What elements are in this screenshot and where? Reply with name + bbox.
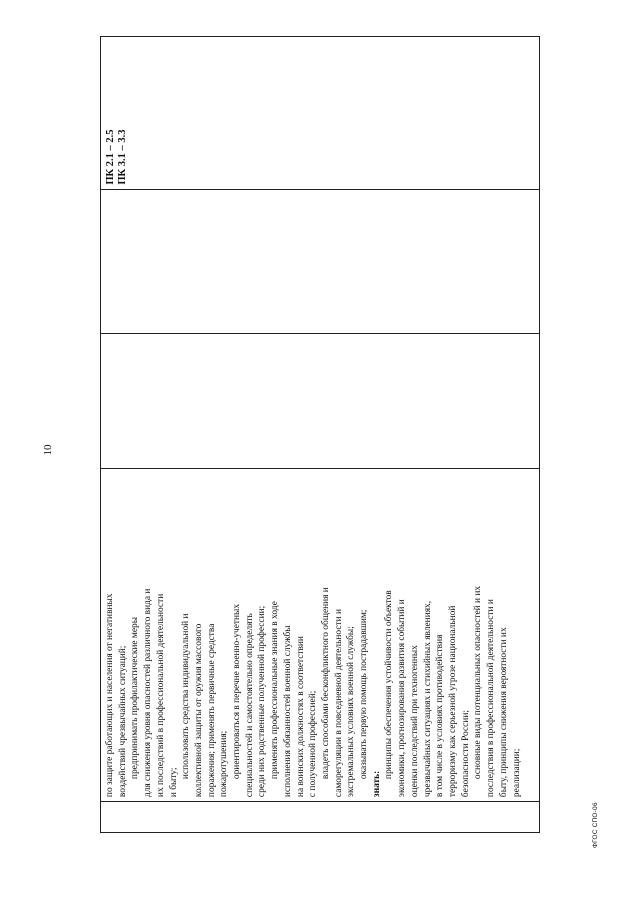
text-line: основные виды потенциальных опасностей и их — [473, 585, 484, 780]
text-line: саморегуляции в повседневной деятельности и — [333, 609, 344, 798]
table-col-index — [101, 801, 539, 832]
page-number: 10 — [42, 444, 54, 456]
text-line: специальностей и самостоятельно определять — [244, 613, 255, 798]
text-line: поражения; применять первичные средства — [206, 623, 217, 798]
text-line: последствия в профессиональной деятельности и — [486, 599, 497, 798]
text-line: и быту; — [168, 767, 179, 798]
table-col-competencies — [101, 37, 539, 189]
requirements-text — [104, 472, 523, 797]
text-line: терроризму как серьезной угрозе национальной — [447, 605, 458, 798]
text-line: среди них родственные полученной профессии; — [257, 605, 268, 798]
text-line: использовать средства индивидуальной и — [181, 613, 192, 780]
text-line: знать: — [371, 770, 382, 798]
competency-code: ПК 3.1 – 3.3 — [117, 129, 128, 185]
text-line: оказывать первую помощь пострадавшим; — [359, 609, 370, 780]
text-line: применять профессиональные знания в ходе — [270, 601, 281, 780]
text-line: чрезвычайных ситуациях и стихийных явлениях, — [422, 600, 433, 798]
text-line: на воинских должностях в соответствии — [295, 636, 306, 798]
text-line: экстремальных условиях военной службы; — [346, 626, 357, 798]
table-col-empty-2 — [101, 189, 539, 334]
text-line: ориентироваться в перечне военно-учетных — [232, 603, 243, 780]
text-line: реализации; — [511, 748, 522, 798]
text-line: быту, принципы снижения вероятности их — [498, 627, 509, 798]
text-line: безопасности России; — [460, 710, 471, 798]
table-col-requirements — [101, 468, 539, 801]
text-line: экономики, прогнозирования развития событий и — [397, 599, 408, 798]
text-line: предпринимать профилактические меры — [130, 617, 141, 780]
footer-label: ФГОС СПО-06 — [592, 802, 599, 848]
text-line: для снижения уровня опасностей различного вида и — [143, 588, 154, 798]
text-line: владеть способами бесконфликтного общения и — [320, 587, 331, 780]
standards-table — [100, 36, 540, 833]
competency-codes — [101, 37, 129, 189]
text-line: коллективной защиты от оружия массового — [193, 623, 204, 798]
text-line: по защите работающих и населения от негативных — [105, 593, 115, 798]
text-line: пожаротушения; — [219, 730, 230, 798]
table-col-empty-1 — [101, 333, 539, 468]
text-line: их последствий в профессиональной деятельности — [155, 593, 166, 798]
text-line: с полученной профессией; — [308, 690, 319, 798]
text-line: принципы обеспечения устойчивости объектов — [384, 590, 395, 780]
competency-code: ПК 2.1 – 2.5 — [105, 129, 116, 185]
text-line: оценки последствий при техногенных — [409, 645, 420, 798]
text-line: исполнения обязанностей военной службы — [282, 625, 293, 798]
text-line: воздействий чрезвычайных ситуаций; — [117, 645, 128, 798]
text-line: в том числе в условиях противодействия — [435, 634, 446, 798]
